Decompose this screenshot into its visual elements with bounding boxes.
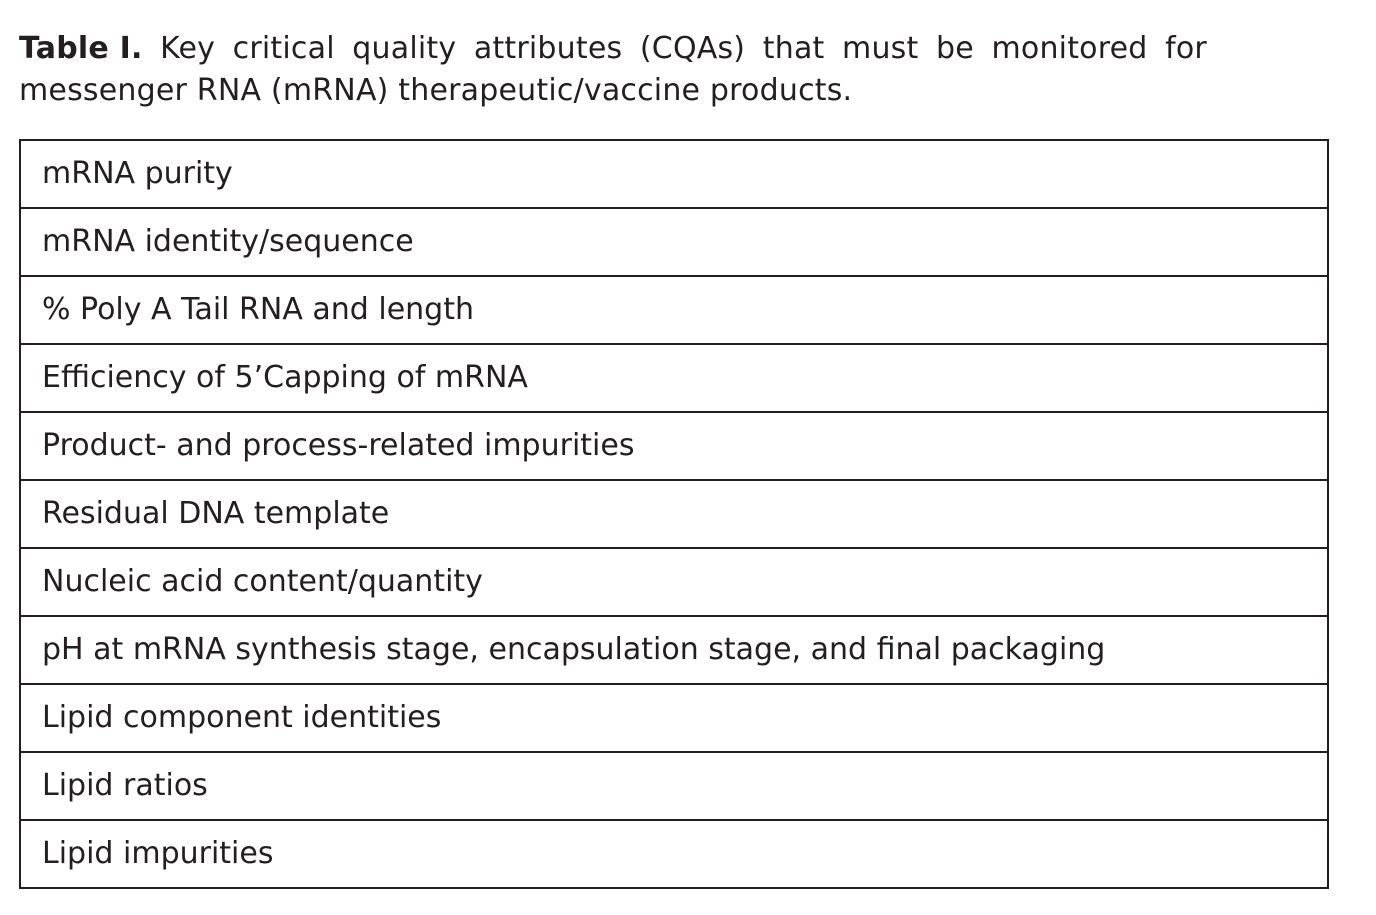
table-row — [20, 752, 1328, 820]
table-cell: mRNA identity/sequence — [20, 208, 1328, 276]
table-row — [20, 344, 1328, 412]
caption-word: be — [936, 31, 974, 66]
table-cell: Efficiency of 5’Capping of mRNA — [20, 344, 1328, 412]
caption-label: Table I. — [19, 31, 143, 66]
table-cell: mRNA purity — [20, 140, 1328, 208]
table-cell: Lipid component identities — [20, 684, 1328, 752]
table-cell: Product- and process-related impurities — [20, 412, 1328, 480]
caption-word: must — [842, 31, 919, 66]
caption-word: for — [1165, 31, 1207, 66]
caption-word: that — [762, 31, 825, 66]
table-row — [20, 276, 1328, 344]
table-cell: Lipid ratios — [20, 752, 1328, 820]
caption-line-2: messenger RNA (mRNA) therapeutic/vaccine products. — [19, 73, 853, 108]
table-row — [20, 820, 1328, 888]
caption-word: (CQAs) — [639, 31, 746, 66]
table-cell: % Poly A Tail RNA and length — [20, 276, 1328, 344]
cqa-table — [19, 139, 1329, 889]
table-row — [20, 548, 1328, 616]
table-cell: Residual DNA template — [20, 480, 1328, 548]
table-row — [20, 412, 1328, 480]
table-cell: Nucleic acid content/quantity — [20, 548, 1328, 616]
table-row — [20, 684, 1328, 752]
table-row — [20, 208, 1328, 276]
table-cell: pH at mRNA synthesis stage, encapsulation stage, and final packaging — [20, 616, 1328, 684]
caption-word: attributes — [473, 31, 623, 66]
table-row — [20, 140, 1328, 208]
caption-word: critical — [232, 31, 335, 66]
table-row — [20, 480, 1328, 548]
caption-word: quality — [352, 31, 457, 66]
caption-line-1 — [19, 28, 1207, 70]
table-cell: Lipid impurities — [20, 820, 1328, 888]
table-caption — [19, 28, 1219, 112]
table-row — [20, 616, 1328, 684]
caption-word: Key — [160, 31, 216, 66]
caption-word: monitored — [991, 31, 1148, 66]
